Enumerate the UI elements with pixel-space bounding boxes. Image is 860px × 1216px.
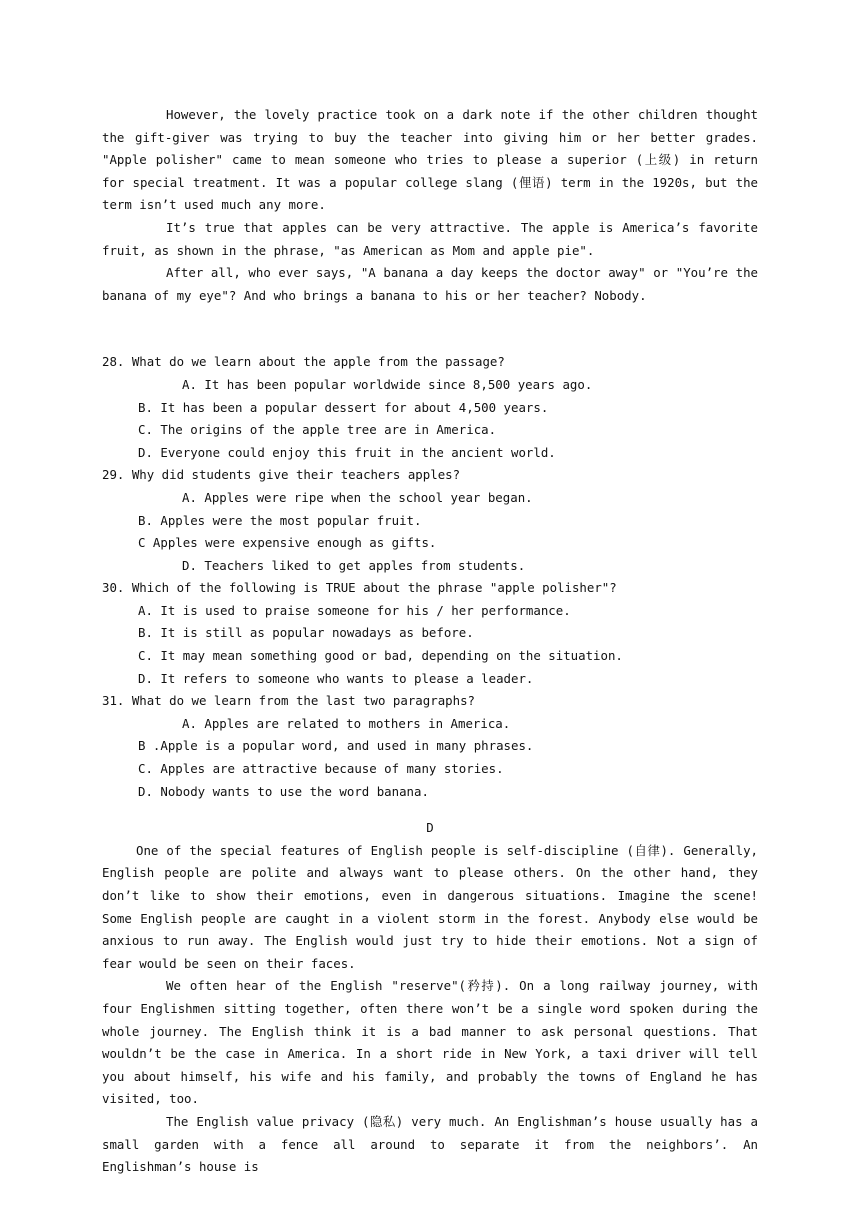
question-30 [102,577,758,690]
spacer [102,307,758,351]
option-d: D. Teachers liked to get apples from students. [182,557,526,573]
option-b: B .Apple is a popular word, and used in many phrases. [138,738,534,754]
paragraph: We often hear of the English "reserve"(矜持). On a long railway journey, with four Englishmen sitting together, often there won’t be a single word spoken during the whole journey. The English think it is a bad manner to ask personal questions. That wouldn’t be the case in America. In a short ride in New York, a taxi driver will tell you about himself, his wife and his family, and probably the towns of England he has visited, too. [102,978,758,1107]
exam-page [102,104,758,1179]
passage-d [102,817,758,1179]
option-c: C. The origins of the apple tree are in America. [138,422,497,438]
option-b: B. It is still as popular nowadays as before. [138,625,474,641]
question-31 [102,690,758,803]
option-a: A. Apples were ripe when the school year began. [182,489,533,505]
question-28 [102,351,758,464]
paragraph: The English value privacy (隐私) very much. An Englishman’s house usually has a small garden with a fence all around to separate it from the neighbors’. An Englishman’s house is [102,1113,758,1175]
paragraph: One of the special features of English people is self-discipline (自律). Generally, English people are polite and always want to please others. On the other hand, they don’t like to show their emotions, even in dangerous situations. Imagine the scene! Some English people are caught in a violent storm in the forest. Anybody else would be anxious to run away. The English would just try to hide their emotions. Not a sign of fear would be seen on their faces. [102,842,758,971]
option-d: D. Nobody wants to use the word banana. [138,783,429,799]
question-list [102,351,758,803]
option-c: C. Apples are attractive because of many stories. [138,761,504,777]
option-b: B. Apples were the most popular fruit. [138,512,422,528]
paragraph: After all, who ever says, "A banana a day keeps the doctor away" or "You’re the banana of my eye"? And who brings a banana to his or her teacher? Nobody. [102,265,758,303]
option-a: A. It has been popular worldwide since 8,500 years ago. [182,376,593,392]
question-stem: 29. Why did students give their teachers apples? [102,467,461,483]
option-d: D. Everyone could enjoy this fruit in the ancient world. [138,444,556,460]
question-stem: 31. What do we learn from the last two paragraphs? [102,693,475,709]
option-c: C Apples were expensive enough as gifts. [138,535,437,551]
paragraph: It’s true that apples can be very attractive. The apple is America’s favorite fruit, as shown in the phrase, "as American as Mom and apple pie". [102,219,758,258]
question-29 [102,464,758,577]
option-a: A. It is used to praise someone for his / her performance. [138,602,571,618]
question-stem: 30. Which of the following is TRUE about the phrase "apple polisher"? [102,580,617,596]
section-title: D [426,820,434,836]
passage-c [102,104,758,307]
option-a: A. Apples are related to mothers in America. [182,715,511,731]
question-stem: 28. What do we learn about the apple from the passage? [102,354,505,370]
paragraph: However, the lovely practice took on a dark note if the other children thought the gift-giver was trying to buy the teacher into giving him or her better grades. "Apple polisher" came to mean someone who tries to please a superior (上级) in return for special treatment. It was a popular college slang (俚语) term in the 1920s, but the term isn’t used much any more. [102,107,758,213]
option-b: B. It has been a popular dessert for about 4,500 years. [138,399,549,415]
option-d: D. It refers to someone who wants to please a leader. [138,670,534,686]
option-c: C. It may mean something good or bad, depending on the situation. [138,648,623,664]
